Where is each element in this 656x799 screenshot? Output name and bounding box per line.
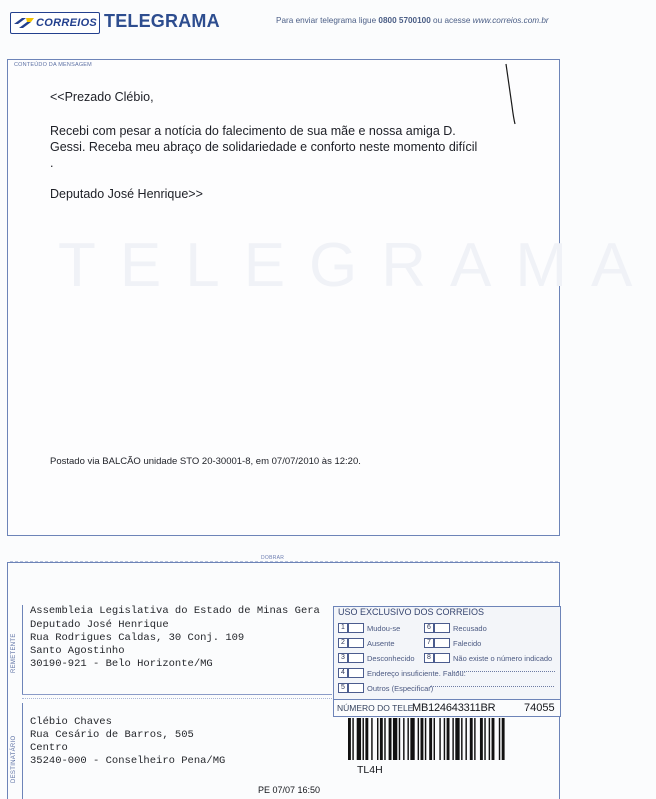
barcode-bar <box>403 718 404 760</box>
message-body-line-3: . <box>50 156 54 170</box>
return-reason-label: Não existe o número indicado <box>453 654 553 663</box>
service-code: TL4H <box>357 764 383 776</box>
barcode-bar <box>499 718 500 760</box>
sender-side-label: REMETENTE <box>11 633 17 673</box>
return-reason-checkbox-mudou[interactable] <box>348 623 364 633</box>
sender-line-4: Santo Agostinho <box>30 645 125 657</box>
checkbox-number: 7 <box>424 638 434 648</box>
message-body-line-1: Recebi com pesar a notícia do falecimento de sua mãe e nossa amiga D. <box>50 124 456 138</box>
header-website: www.correios.com.br <box>472 16 549 25</box>
message-body-line-2: Gessi. Receba meu abraço de solidariedade e conforto neste momento difícil <box>50 140 478 154</box>
telegram-number: MB124643311BR <box>412 702 496 714</box>
return-reason-checkbox-nao-existe[interactable] <box>434 653 450 663</box>
barcode-bar <box>389 718 392 760</box>
return-reason-label: Ausente <box>367 639 395 648</box>
return-reason-checkbox-endereco[interactable] <box>348 668 364 678</box>
barcode-bar <box>444 718 445 760</box>
barcode-bar <box>470 718 473 760</box>
fold-label: DOBRAR <box>261 555 285 561</box>
header-info-prefix: Para enviar telegrama ligue <box>276 16 379 25</box>
barcode-bar <box>384 718 385 760</box>
barcode-bar <box>425 718 426 760</box>
telegram-watermark: TELEGRAMA <box>58 231 656 300</box>
message-panel <box>7 59 656 536</box>
barcode-bar <box>377 718 378 760</box>
telegram-number-row <box>333 700 561 717</box>
sender-line-3: Rua Rodrigues Caldas, 30 Conj. 109 <box>30 632 245 644</box>
barcode-bar <box>418 718 419 760</box>
checkbox-number: 4 <box>338 668 348 678</box>
address-separator-dotted <box>22 698 332 699</box>
return-reason-checkbox-falecido[interactable] <box>434 638 450 648</box>
missing-info-field[interactable] <box>457 671 555 672</box>
recipient-line-2: Rua Cesário de Barros, 505 <box>30 729 194 741</box>
checkbox-number: 1 <box>338 623 348 633</box>
barcode-bar <box>474 718 475 760</box>
barcode-bar <box>447 718 450 760</box>
return-reason-checkbox-desconhecido[interactable] <box>348 653 364 663</box>
return-reason-label: Mudou-se <box>367 624 401 633</box>
checkbox-number: 5 <box>338 683 348 693</box>
barcode-bar <box>429 718 432 760</box>
barcode-bar <box>393 718 397 760</box>
header-contact-info <box>276 16 556 25</box>
barcode-bar <box>352 718 353 760</box>
message-greeting: <<Prezado Clébio, <box>50 90 154 104</box>
return-reason-checkbox-outros[interactable] <box>348 683 364 693</box>
recipient-line-1: Clébio Chaves <box>30 716 112 728</box>
barcode-bar <box>380 718 383 760</box>
checkbox-number: 2 <box>338 638 348 648</box>
header-phone: 0800 5700100 <box>378 16 431 25</box>
recipient-line-3: Centro <box>30 742 68 754</box>
telegram-number-suffix: 74055 <box>524 702 555 714</box>
barcode-bar <box>465 718 466 760</box>
return-reason-checkbox-ausente[interactable] <box>348 638 364 648</box>
return-reason-label: Outros (Especificar) <box>367 684 434 693</box>
message-caption: CONTEÚDO DA MENSAGEM <box>14 62 92 68</box>
return-reason-label: Recusado <box>453 624 487 633</box>
document-title: TELEGRAMA <box>104 11 220 31</box>
barcode-bar <box>455 718 459 760</box>
posted-info: Postado via BALCÃO unidade STO 20-30001-8, em 07/07/2010 às 12:20. <box>50 456 361 467</box>
delivery-stamp: PE 07/07 16:50 <box>258 785 321 795</box>
correios-use-title: USO EXCLUSIVO DOS CORREIOS <box>338 607 485 617</box>
barcode-bar <box>399 718 400 760</box>
telegram-number-label: NÚMERO DO TELE <box>337 703 414 713</box>
address-separator <box>22 694 332 695</box>
sender-line-2: Deputado José Henrique <box>30 619 169 631</box>
message-signature: Deputado José Henrique>> <box>50 187 203 201</box>
barcode-bar <box>480 718 483 760</box>
recipient-side-label: DESTINATÁRIO <box>11 735 17 783</box>
barcode-bar <box>357 718 361 760</box>
barcode-bar <box>421 718 424 760</box>
barcode-bar <box>439 718 440 760</box>
barcode-bar <box>410 718 414 760</box>
barcode-bar <box>365 718 368 760</box>
barcode-bar <box>371 718 372 760</box>
sender-divider <box>22 605 23 695</box>
correios-use-box <box>333 606 561 700</box>
checkbox-number: 3 <box>338 653 348 663</box>
sender-line-1: Assembleia Legislativa do Estado de Minas Gera <box>30 605 320 617</box>
checkbox-number: 6 <box>424 623 434 633</box>
barcode-bar <box>489 718 490 760</box>
barcode-bar <box>492 718 495 760</box>
correios-arrows-icon <box>13 15 35 31</box>
recipient-divider <box>22 703 23 799</box>
barcode-bar <box>434 718 435 760</box>
barcode-bar <box>461 718 462 760</box>
barcode-bar <box>348 718 351 760</box>
header-info-middle: ou acesse <box>430 16 473 25</box>
barcode-bar <box>484 718 485 760</box>
barcode-bar <box>407 718 408 760</box>
return-reason-checkbox-recusado[interactable] <box>434 623 450 633</box>
barcode-bar <box>363 718 364 760</box>
checkbox-number: 8 <box>424 653 434 663</box>
barcode <box>348 718 555 760</box>
other-reason-field[interactable] <box>430 686 554 687</box>
return-reason-label: Falecido <box>453 639 482 648</box>
pen-mark <box>504 62 516 126</box>
barcode-bar <box>452 718 453 760</box>
return-reason-label: Desconhecido <box>367 654 415 663</box>
sender-line-5: 30190-921 - Belo Horizonte/MG <box>30 658 213 670</box>
recipient-line-4: 35240-000 - Conselheiro Pena/MG <box>30 755 226 767</box>
return-reason-label: Endereço insuficiente. Faltou: <box>367 669 466 678</box>
correios-logo <box>10 12 100 34</box>
logo-text: CORREIOS <box>36 17 98 29</box>
barcode-bar <box>502 718 505 760</box>
telegram-header <box>0 0 567 44</box>
